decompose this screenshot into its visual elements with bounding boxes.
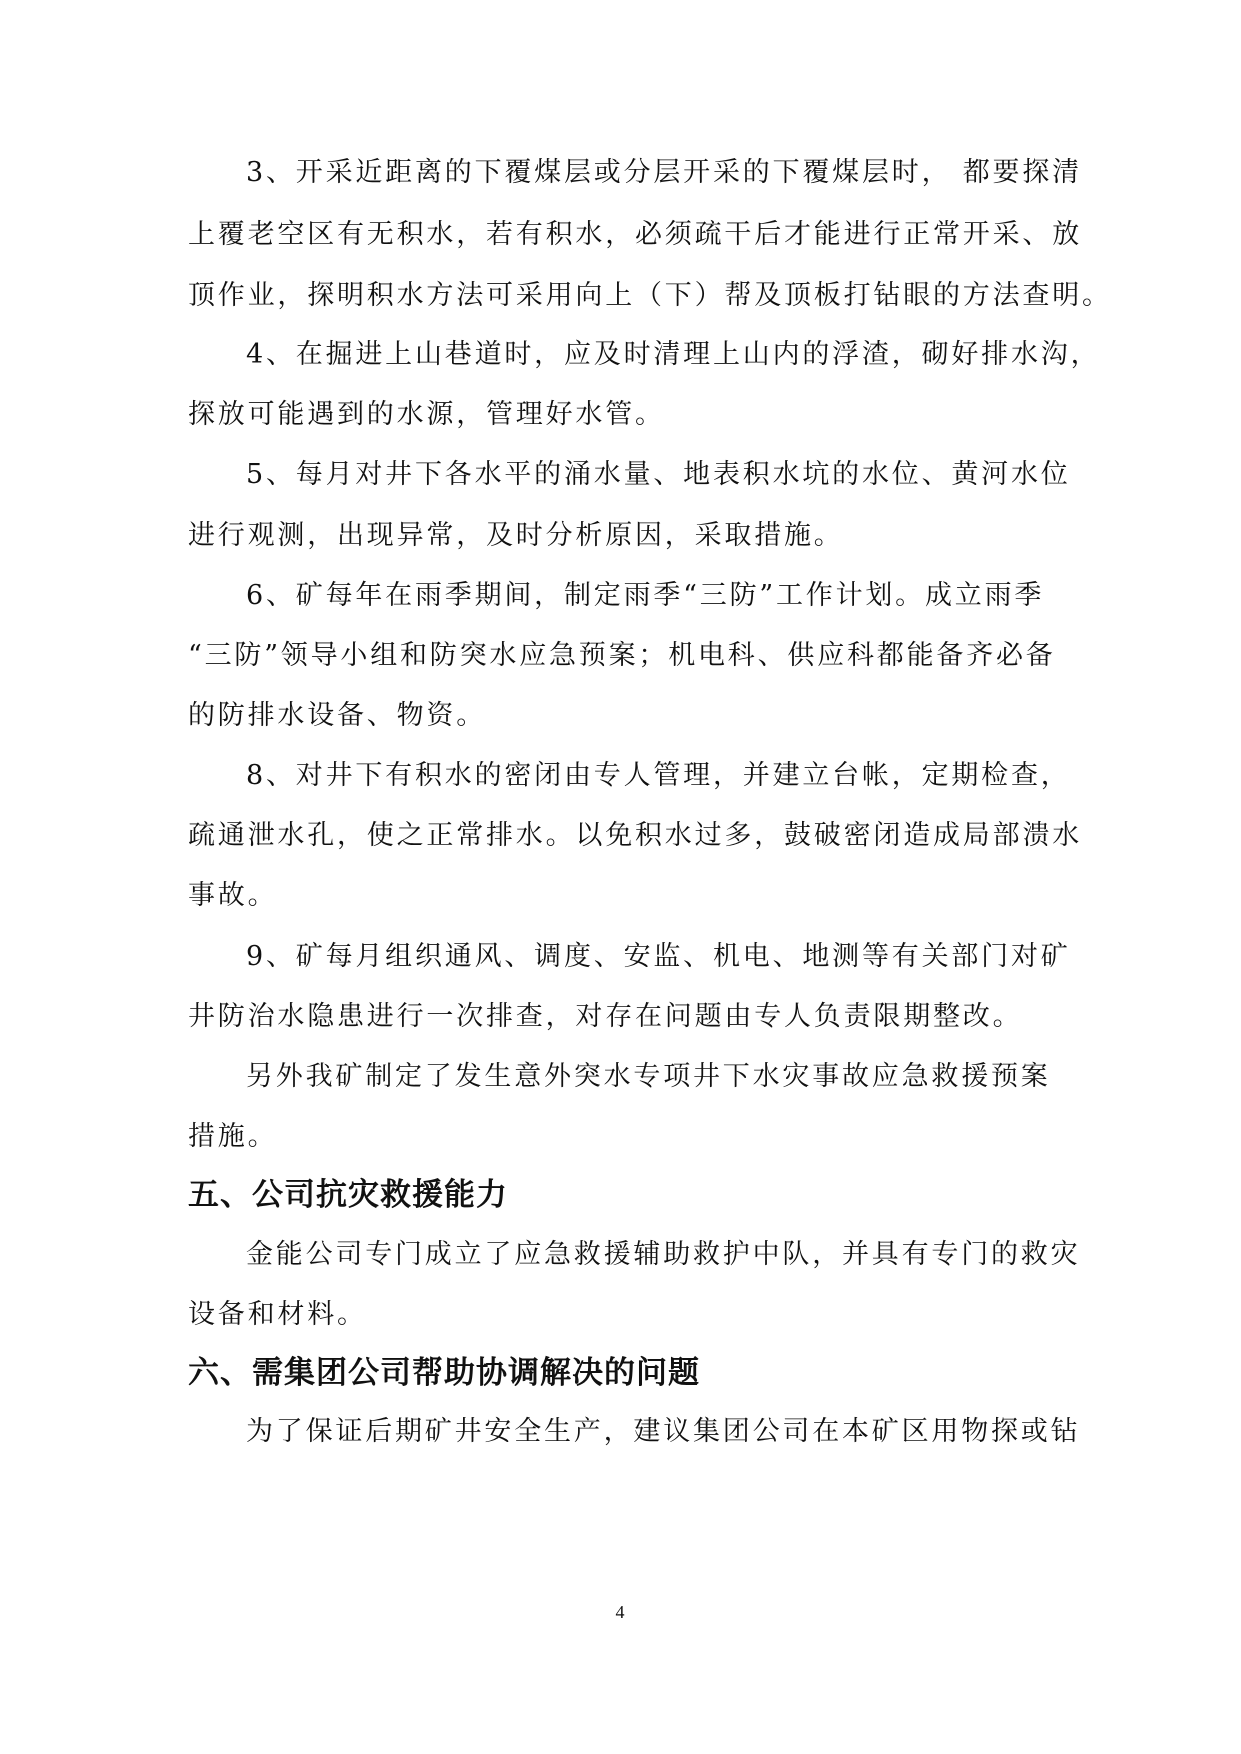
paragraph-line: 措施。 xyxy=(188,1121,278,1152)
paragraph-line: 为了保证后期矿井安全生产，建议集团公司在本矿区用物探或钻 xyxy=(246,1416,1081,1447)
page-number: 4 xyxy=(615,1602,625,1622)
paragraph-line: 9、矿每月组织通风、调度、安监、机电、地测等有关部门对矿 xyxy=(246,941,1071,972)
paragraph-line: 5、每月对井下各水平的涌水量、地表积水坑的水位、黄河水位 xyxy=(246,459,1071,490)
paragraph-line: 疏通泄水孔，使之正常排水。以免积水过多，鼓破密闭造成局部溃水 xyxy=(188,820,1082,851)
paragraph-line: 探放可能遇到的水源，管理好水管。 xyxy=(188,399,665,430)
paragraph-line: 另外我矿制定了发生意外突水专项井下水灾事故应急救援预案 xyxy=(246,1061,1051,1092)
paragraph-line: 事故。 xyxy=(188,880,278,911)
section-heading: 六、需集团公司帮助协调解决的问题 xyxy=(188,1355,700,1391)
paragraph-line: 6、矿每年在雨季期间，制定雨季“三防”工作计划。成立雨季 xyxy=(246,580,1045,611)
paragraph-line: 金能公司专门成立了应急救援辅助救护中队，并具有专门的救灾 xyxy=(246,1239,1081,1270)
paragraph-line: “三防”领导小组和防突水应急预案；机电科、供应科都能备齐必备 xyxy=(188,640,1056,671)
paragraph-line: 3、开采近距离的下覆煤层或分层开采的下覆煤层时， 都要探清 xyxy=(246,157,1082,188)
section-heading: 五、公司抗灾救援能力 xyxy=(188,1177,508,1213)
paragraph-line: 上覆老空区有无积水，若有积水，必须疏干后才能进行正常开采、放 xyxy=(188,219,1082,250)
paragraph-line: 设备和材料。 xyxy=(188,1299,367,1330)
paragraph-line: 进行观测，出现异常，及时分析原因，采取措施。 xyxy=(188,520,844,551)
paragraph-line: 8、对井下有积水的密闭由专人管理，并建立台帐，定期检查， xyxy=(246,760,1071,791)
paragraph-line: 顶作业，探明积水方法可采用向上（下）帮及顶板打钻眼的方法查明。 xyxy=(188,280,1112,311)
paragraph-line: 4、在掘进上山巷道时，应及时清理上山内的浮渣，砌好排水沟， xyxy=(246,339,1101,370)
paragraph-line: 井防治水隐患进行一次排查，对存在问题由专人负责限期整改。 xyxy=(188,1001,1023,1032)
paragraph-line: 的防排水设备、物资。 xyxy=(188,700,486,731)
